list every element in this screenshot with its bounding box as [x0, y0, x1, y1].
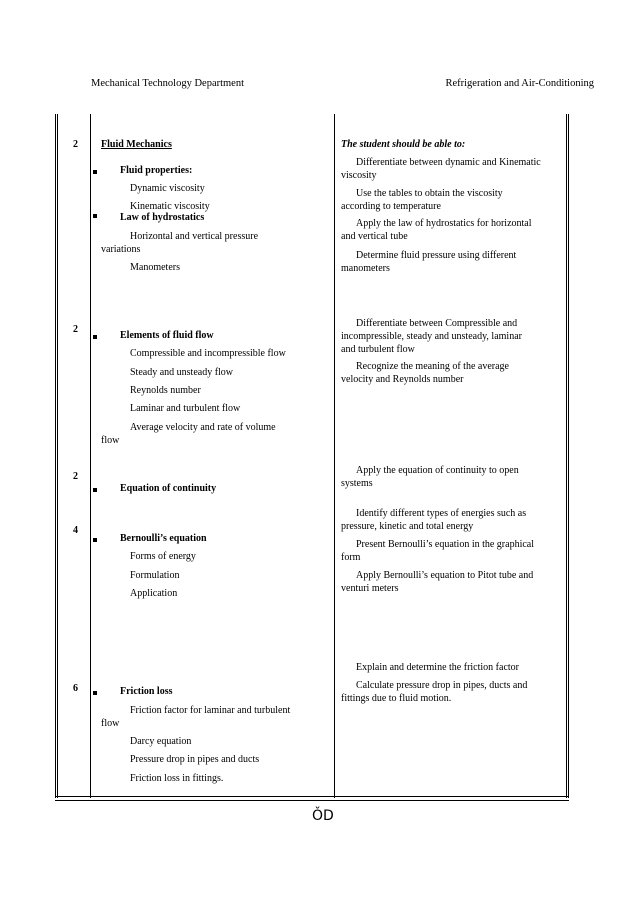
objective-line: Apply the equation of continuity to open [356, 465, 519, 476]
row3-hours: 2 [73, 471, 78, 482]
objective-line: Differentiate between Compressible and [356, 318, 518, 329]
bullet-icon [93, 170, 97, 174]
objective-line: and vertical tube [341, 231, 408, 242]
row4-item: Forms of energy [130, 551, 196, 562]
objective-line: viscosity [341, 170, 377, 181]
row5-item: Darcy equation [130, 736, 192, 747]
objective-line: Present Bernoulli’s equation in the graphical [356, 539, 535, 550]
objective-line: Apply the law of hydrostatics for horizontal [356, 218, 532, 229]
objectives-heading: The student should be able to: [341, 139, 466, 150]
row2-item: flow [101, 435, 120, 446]
row2-item: Reynolds number [130, 385, 201, 396]
row1-item: Dynamic viscosity [130, 183, 205, 194]
row2-item: Steady and unsteady flow [130, 367, 234, 378]
row4-topic: Bernoulli’s equation [120, 533, 207, 544]
table-border-left [55, 114, 58, 798]
bullet-icon [93, 214, 97, 218]
row2-hours: 2 [73, 324, 78, 335]
objective-line: form [341, 552, 361, 563]
row2-item: Compressible and incompressible flow [130, 348, 286, 359]
table-divider-objectives [334, 114, 335, 798]
objective-line: fittings due to fluid motion. [341, 693, 452, 704]
objective-line: venturi meters [341, 583, 399, 594]
objective-line: incompressible, steady and unsteady, laminar [341, 331, 522, 342]
objective-line: Determine fluid pressure using different [356, 250, 517, 261]
objective-line: manometers [341, 263, 390, 274]
row1-item: Horizontal and vertical pressure [130, 231, 259, 242]
row1-item: Kinematic viscosity [130, 201, 210, 212]
row2-item: Laminar and turbulent flow [130, 403, 241, 414]
objective-line: Calculate pressure drop in pipes, ducts and [356, 680, 528, 691]
table-border-right [566, 114, 569, 798]
row1-sub1: Fluid properties: [120, 165, 193, 176]
objective-line: Apply Bernoulli’s equation to Pitot tube and [356, 570, 534, 581]
objective-line: Recognize the meaning of the average [356, 361, 509, 372]
row3-topic: Equation of continuity [120, 483, 217, 494]
table-border-bottom [55, 796, 569, 801]
header-department: Mechanical Technology Department [91, 78, 245, 89]
row1-topic: Fluid Mechanics [101, 139, 172, 150]
table-divider-hours [90, 114, 91, 798]
bullet-icon [93, 335, 97, 339]
objective-line: Explain and determine the friction factor [356, 662, 519, 673]
page-number: ǑD [312, 808, 334, 824]
row1-item: variations [101, 244, 141, 255]
row2-item: Average velocity and rate of volume [130, 422, 276, 433]
objective-line: according to temperature [341, 201, 441, 212]
row5-item: Pressure drop in pipes and ducts [130, 754, 260, 765]
row1-item: Manometers [130, 262, 180, 273]
row5-item: Friction loss in fittings. [130, 773, 224, 784]
row5-topic: Friction loss [120, 686, 173, 697]
objective-line: pressure, kinetic and total energy [341, 521, 474, 532]
row4-hours: 4 [73, 525, 78, 536]
objective-line: Differentiate between dynamic and Kinematic [356, 157, 541, 168]
row1-hours: 2 [73, 139, 78, 150]
row4-item: Application [130, 588, 178, 599]
bullet-icon [93, 538, 97, 542]
objective-line: velocity and Reynolds number [341, 374, 464, 385]
bullet-icon [93, 488, 97, 492]
objective-line: systems [341, 478, 373, 489]
row1-sub2: Law of hydrostatics [120, 212, 205, 223]
row5-hours: 6 [73, 683, 78, 694]
row5-item: flow [101, 718, 120, 729]
objective-line: and turbulent flow [341, 344, 415, 355]
objective-line: Identify different types of energies such as [356, 508, 527, 519]
row5-item: Friction factor for laminar and turbulent [130, 705, 291, 716]
objective-line: Use the tables to obtain the viscosity [356, 188, 503, 199]
row4-item: Formulation [130, 570, 180, 581]
bullet-icon [93, 691, 97, 695]
row2-topic: Elements of fluid flow [120, 330, 214, 341]
header-course: Refrigeration and Air-Conditioning [445, 78, 594, 89]
